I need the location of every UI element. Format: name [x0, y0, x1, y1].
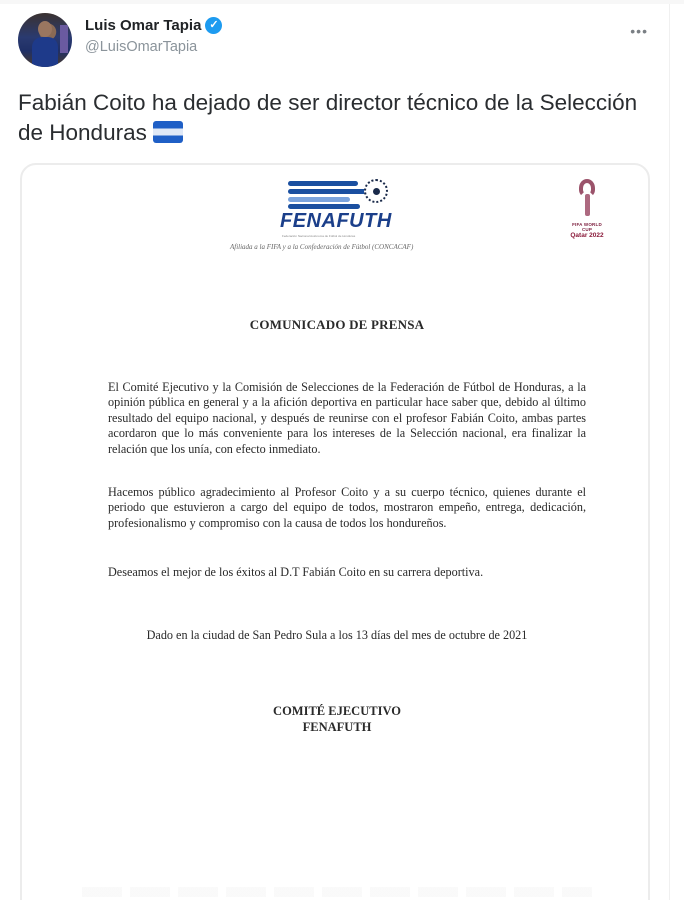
verified-badge-icon: ✓ [205, 17, 222, 34]
qatar-2022-logo [567, 179, 607, 249]
signature-line-2: FENAFUTH [302, 720, 372, 734]
world-cup-trophy-icon [578, 179, 596, 219]
faded-footer-text [82, 887, 592, 897]
wc-logo-line1: FIFA WORLD CUP [572, 222, 602, 232]
display-name[interactable]: Luis Omar Tapia [85, 17, 202, 34]
fenafuth-logo [280, 177, 400, 237]
date-line: Dado en la ciudad de San Pedro Sula a los 13 días del mes de octubre de 2021 [146, 628, 528, 642]
avatar-head [38, 21, 52, 37]
affiliation-text: Afiliada a la FIFA y a la Confederación de Fútbol (CONCACAF) [230, 243, 414, 251]
wc-logo-line2: Qatar 2022 [570, 232, 604, 239]
avatar-background [60, 25, 68, 53]
tweet-header [18, 13, 658, 69]
display-name-row [85, 17, 222, 34]
avatar-shirt [32, 37, 58, 67]
paragraph: El Comité Ejecutivo y la Comisión de Selecciones de la Federación de Fútbol de Honduras, a la opinión pública en general y a la afición deportiva en particular hace saber que, debido al último resultado del equipo nacional, y después de reunirse con el profesor Fabián Coito, ambas partes acordaron que lo más conveniente para los intereses de la Selección nacional, era finalizar la relación que los unía, con efecto inmediato. [108, 380, 586, 456]
paragraph: Deseamos el mejor de los éxitos al D.T Fabián Coito en su carrera deportiva. [108, 565, 484, 579]
tweet-text [18, 88, 648, 148]
attached-image[interactable] [20, 163, 650, 900]
paragraph: Hacemos público agradecimiento al Profesor Coito y a su cuerpo técnico, quienes durante el periodo que estuvieron a cargo del equipo de todos, mostraron empeño, entrega, dedicación, profesionalismo y compromiso con la causa de todos los hondureños. [108, 485, 586, 530]
press-release-title: COMUNICADO DE PRENSA [249, 317, 425, 332]
author-info [85, 17, 222, 55]
honduras-flag-icon [153, 121, 183, 143]
soccer-ball-icon [364, 179, 388, 203]
fenafuth-wordmark: FENAFUTH [280, 210, 392, 232]
fenafuth-subtitle: Federación Nacional Autónoma de Fútbol de Honduras [282, 234, 356, 238]
avatar[interactable] [18, 13, 72, 67]
logo-stripes-icon [288, 181, 368, 209]
document-letterhead [22, 165, 648, 265]
signature-line-1: COMITÉ EJECUTIVO [273, 704, 401, 718]
handle[interactable]: @LuisOmarTapia [85, 39, 198, 55]
divider [0, 0, 684, 4]
tweet-text-content: Fabián Coito ha dejado de ser director técnico de la Selección de Honduras [18, 90, 638, 145]
more-options-button[interactable]: ••• [630, 23, 648, 39]
signature-block [22, 703, 650, 735]
